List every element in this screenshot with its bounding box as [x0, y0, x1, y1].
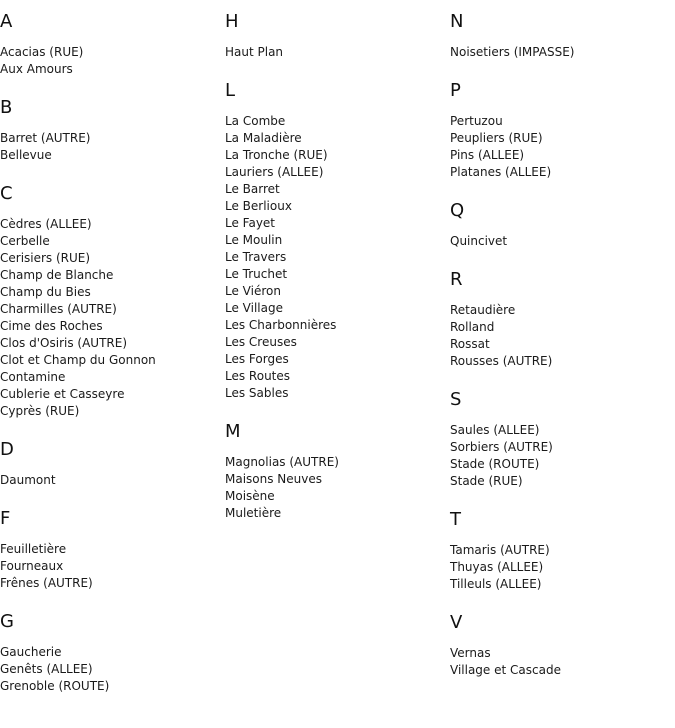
- street-list: [0, 44, 220, 78]
- street-list: [225, 113, 445, 402]
- street-list: [0, 216, 220, 420]
- letter-heading: B: [0, 97, 13, 118]
- street-list: [0, 644, 220, 695]
- street-index-column-2: [225, 10, 445, 540]
- street-link[interactable]: Le Moulin: [225, 233, 283, 247]
- street-link[interactable]: La Combe: [225, 114, 286, 128]
- street-link[interactable]: Tilleuls (ALLEE): [450, 577, 542, 591]
- street-link[interactable]: Cerisiers (RUE): [0, 251, 91, 265]
- street-link[interactable]: Platanes (ALLEE): [450, 165, 552, 179]
- street-link[interactable]: Vernas: [450, 646, 491, 660]
- street-link[interactable]: Stade (ROUTE): [450, 457, 540, 471]
- street-link[interactable]: Daumont: [0, 473, 56, 487]
- street-link[interactable]: Fourneaux: [0, 559, 64, 573]
- letter-group: [225, 79, 445, 402]
- street-link[interactable]: Cyprès (RUE): [0, 404, 80, 418]
- street-link[interactable]: Gaucherie: [0, 645, 62, 659]
- letter-heading: T: [450, 509, 461, 530]
- street-link[interactable]: Cublerie et Casseyre: [0, 387, 125, 401]
- street-link[interactable]: Cerbelle: [0, 234, 50, 248]
- street-link[interactable]: Genêts (ALLEE): [0, 662, 93, 676]
- street-link[interactable]: Le Travers: [225, 250, 287, 264]
- street-link[interactable]: Cèdres (ALLEE): [0, 217, 92, 231]
- street-list: [450, 302, 670, 370]
- street-list: [450, 542, 670, 593]
- street-list: [225, 454, 445, 522]
- letter-heading: R: [450, 269, 463, 290]
- letter-group: [0, 507, 220, 592]
- street-link[interactable]: Cime des Roches: [0, 319, 103, 333]
- street-link[interactable]: Muletière: [225, 506, 282, 520]
- letter-heading: N: [450, 11, 464, 32]
- street-link[interactable]: Thuyas (ALLEE): [450, 560, 544, 574]
- street-link[interactable]: Le Berlioux: [225, 199, 292, 213]
- street-list: [450, 645, 670, 679]
- street-list: [0, 472, 220, 489]
- letter-group: [450, 10, 670, 61]
- street-link[interactable]: Peupliers (RUE): [450, 131, 543, 145]
- letter-group: [450, 79, 670, 181]
- street-link[interactable]: Acacias (RUE): [0, 45, 84, 59]
- street-link[interactable]: Le Viéron: [225, 284, 281, 298]
- letter-group: [0, 10, 220, 78]
- street-link[interactable]: Les Routes: [225, 369, 291, 383]
- street-link[interactable]: Charmilles (AUTRE): [0, 302, 117, 316]
- letter-heading: G: [0, 611, 14, 632]
- street-link[interactable]: Tamaris (AUTRE): [450, 543, 550, 557]
- street-link[interactable]: Le Truchet: [225, 267, 288, 281]
- letter-heading: D: [0, 439, 14, 460]
- street-list: [0, 541, 220, 592]
- letter-group: [0, 438, 220, 489]
- street-link[interactable]: Sorbiers (AUTRE): [450, 440, 553, 454]
- street-link[interactable]: La Tronche (RUE): [225, 148, 328, 162]
- street-link[interactable]: Bellevue: [0, 148, 52, 162]
- letter-group: [450, 388, 670, 490]
- street-link[interactable]: Rousses (AUTRE): [450, 354, 553, 368]
- street-list: [450, 44, 670, 61]
- letter-group: [225, 10, 445, 61]
- street-link[interactable]: Barret (AUTRE): [0, 131, 91, 145]
- letter-group: [450, 268, 670, 370]
- street-index-column-1: [0, 10, 220, 713]
- street-link[interactable]: Village et Cascade: [450, 663, 561, 677]
- letter-group: [450, 199, 670, 250]
- letter-heading: M: [225, 421, 241, 442]
- street-link[interactable]: La Maladière: [225, 131, 302, 145]
- street-link[interactable]: Maisons Neuves: [225, 472, 323, 486]
- street-link[interactable]: Pertuzou: [450, 114, 503, 128]
- street-list: [450, 113, 670, 181]
- street-link[interactable]: Saules (ALLEE): [450, 423, 540, 437]
- street-link[interactable]: Quincivet: [450, 234, 508, 248]
- street-link[interactable]: Magnolias (AUTRE): [225, 455, 339, 469]
- letter-group: [0, 182, 220, 420]
- street-index-column-3: [450, 10, 670, 697]
- letter-group: [450, 508, 670, 593]
- letter-heading: S: [450, 389, 462, 410]
- street-link[interactable]: Lauriers (ALLEE): [225, 165, 324, 179]
- street-link[interactable]: Haut Plan: [225, 45, 284, 59]
- street-link[interactable]: Noisetiers (IMPASSE): [450, 45, 575, 59]
- letter-heading: F: [0, 508, 11, 529]
- street-link[interactable]: Aux Amours: [0, 62, 73, 76]
- letter-heading: P: [450, 80, 461, 101]
- letter-group: [0, 96, 220, 164]
- street-link[interactable]: Le Village: [225, 301, 283, 315]
- street-link[interactable]: Moisène: [225, 489, 275, 503]
- street-link[interactable]: Feuilletière: [0, 542, 67, 556]
- letter-group: [225, 420, 445, 522]
- street-link[interactable]: Frênes (AUTRE): [0, 576, 93, 590]
- street-link[interactable]: Retaudière: [450, 303, 516, 317]
- street-link[interactable]: Rossat: [450, 337, 490, 351]
- street-link[interactable]: Clos d'Osiris (AUTRE): [0, 336, 128, 350]
- street-link[interactable]: Stade (RUE): [450, 474, 523, 488]
- street-list: [450, 422, 670, 490]
- letter-heading: Q: [450, 200, 465, 221]
- street-link[interactable]: Les Creuses: [225, 335, 297, 349]
- street-link[interactable]: Le Fayet: [225, 216, 276, 230]
- street-list: [450, 233, 670, 250]
- street-link[interactable]: Contamine: [0, 370, 66, 384]
- street-link[interactable]: Pins (ALLEE): [450, 148, 525, 162]
- letter-heading: H: [225, 11, 239, 32]
- letter-heading: A: [0, 11, 13, 32]
- street-link[interactable]: Grenoble (ROUTE): [0, 679, 110, 693]
- street-link[interactable]: Champ du Bies: [0, 285, 91, 299]
- street-link[interactable]: Clot et Champ du Gonnon: [0, 353, 156, 367]
- street-list: [225, 44, 445, 61]
- street-link[interactable]: Les Forges: [225, 352, 289, 366]
- street-list: [0, 130, 220, 164]
- street-link[interactable]: Champ de Blanche: [0, 268, 114, 282]
- street-link[interactable]: Les Charbonnières: [225, 318, 337, 332]
- letter-heading: C: [0, 183, 13, 204]
- letter-heading: V: [450, 612, 463, 633]
- street-link[interactable]: Les Sables: [225, 386, 289, 400]
- letter-group: [450, 611, 670, 679]
- street-link[interactable]: Rolland: [450, 320, 495, 334]
- letter-heading: L: [225, 80, 236, 101]
- street-link[interactable]: Le Barret: [225, 182, 280, 196]
- letter-group: [0, 610, 220, 695]
